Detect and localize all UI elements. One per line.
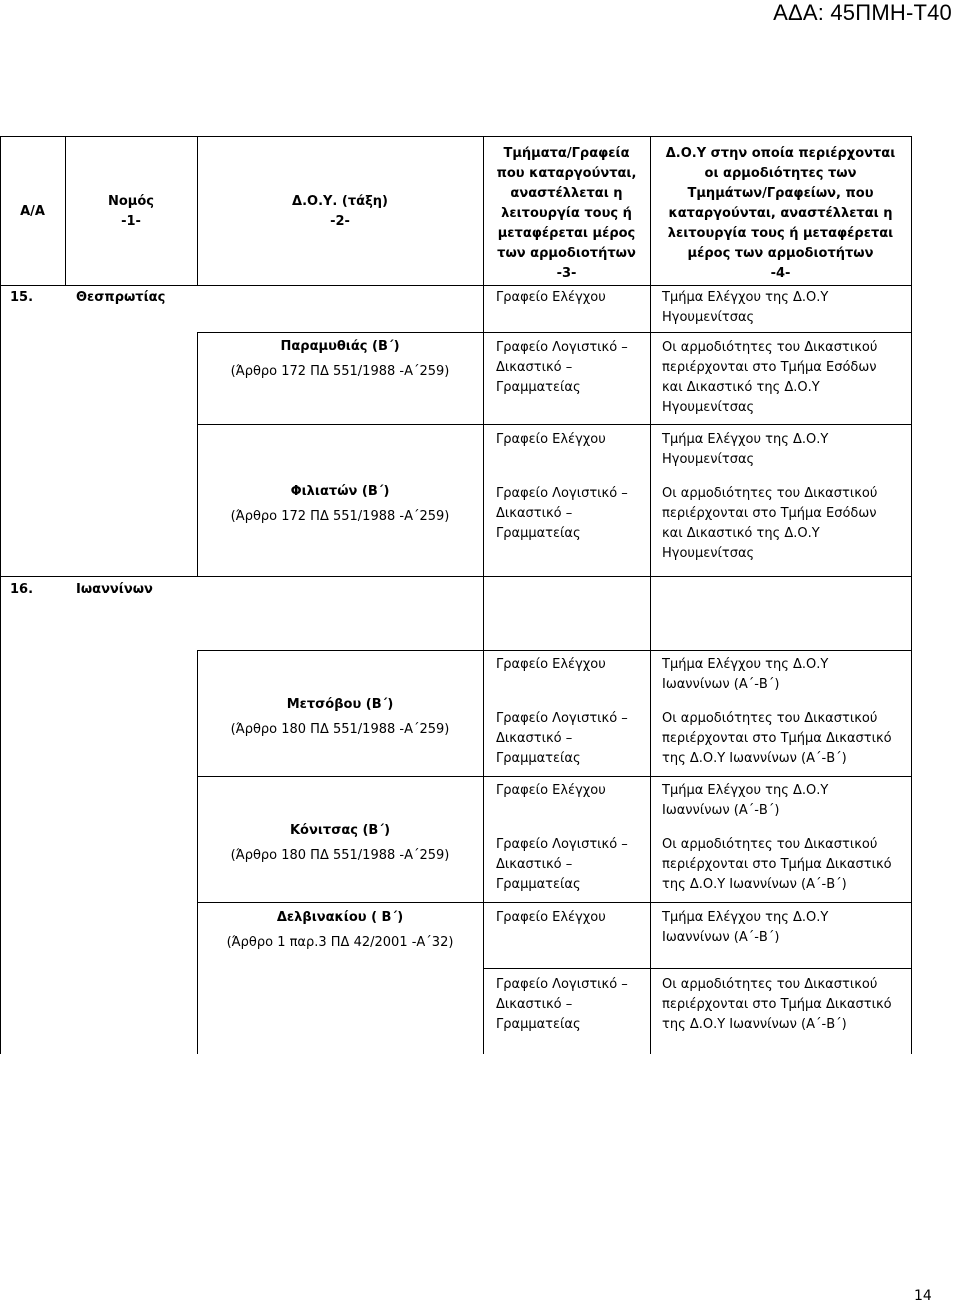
section-nomos: Θεσπρωτίας xyxy=(76,290,166,305)
header-doy: Δ.Ο.Υ. (τάξη) -2- xyxy=(292,194,388,229)
doy-law: (Άρθρο 172 ΠΔ 551/1988 -Α΄259) xyxy=(230,364,450,379)
destination-text: Οι αρμοδιότητες του Δικαστικού περιέρχονται στο Τμήμα Εσόδων και Δικαστικό της Δ.Ο.Υ Ηγουμενίτσας xyxy=(662,340,878,415)
destination-text: Οι αρμοδιότητες του Δικαστικού περιέρχονται στο Τμήμα Δικαστικό της Δ.Ο.Υ Ιωαννίνων (Α΄-Β΄) xyxy=(662,977,892,1032)
header-bottom-border xyxy=(0,285,912,286)
doy-name: Δελβινακίου ( Β΄) xyxy=(276,910,404,925)
doy-law: (Άρθρο 180 ΠΔ 551/1988 -Α΄259) xyxy=(230,722,450,737)
office-name: Γραφείο Λογιστικό – Δικαστικό – Γραμματείας xyxy=(496,340,628,395)
doy-name: Παραμυθιάς (Β΄) xyxy=(280,339,400,354)
doy-name: Κόνιτσας (Β΄) xyxy=(289,823,391,838)
header-aa: Α/Α xyxy=(20,204,45,219)
section-number: 16. xyxy=(10,582,34,597)
destination-text: Οι αρμοδιότητες του Δικαστικού περιέρχονται στο Τμήμα Δικαστικό της Δ.Ο.Υ Ιωαννίνων (Α΄-Β΄) xyxy=(662,837,892,892)
column-border xyxy=(0,136,1,1054)
office-name: Γραφείο Ελέγχου xyxy=(496,783,606,798)
office-name: Γραφείο Ελέγχου xyxy=(496,290,606,305)
ada-stamp: ΑΔΑ: 45ΠΜΗ-Τ40 xyxy=(773,0,952,25)
destination-text: Τμήμα Ελέγχου της Δ.Ο.Υ Ηγουμενίτσας xyxy=(662,290,829,325)
office-name: Γραφείο Ελέγχου xyxy=(496,657,606,672)
table-top-border xyxy=(0,136,912,137)
office-name: Γραφείο Λογιστικό – Δικαστικό – Γραμματείας xyxy=(496,837,628,892)
row-border xyxy=(197,902,912,903)
office-name: Γραφείο Ελέγχου xyxy=(496,432,606,447)
row-border xyxy=(483,968,912,969)
doy-law: (Άρθρο 1 παρ.3 ΠΔ 42/2001 -Α΄32) xyxy=(226,935,454,950)
page-number: 14 xyxy=(914,1288,932,1304)
column-border xyxy=(911,136,912,1054)
doy-law: (Άρθρο 180 ΠΔ 551/1988 -Α΄259) xyxy=(230,848,450,863)
doy-law: (Άρθρο 172 ΠΔ 551/1988 -Α΄259) xyxy=(230,509,450,524)
office-name: Γραφείο Λογιστικό – Δικαστικό – Γραμματείας xyxy=(496,486,628,541)
header-nomos: Νομός -1- xyxy=(107,194,154,229)
destination-text: Τμήμα Ελέγχου της Δ.Ο.Υ Ηγουμενίτσας xyxy=(662,432,829,467)
office-name: Γραφείο Λογιστικό – Δικαστικό – Γραμματείας xyxy=(496,977,628,1032)
destination-text: Τμήμα Ελέγχου της Δ.Ο.Υ Ιωαννίνων (Α΄-Β΄) xyxy=(662,910,829,945)
section-nomos: Ιωαννίνων xyxy=(76,582,153,597)
destination-text: Τμήμα Ελέγχου της Δ.Ο.Υ Ιωαννίνων (Α΄-Β΄) xyxy=(662,783,829,818)
doy-name: Φιλιατών (Β΄) xyxy=(290,484,390,499)
office-name: Γραφείο Λογιστικό – Δικαστικό – Γραμματείας xyxy=(496,711,628,766)
destination-text: Τμήμα Ελέγχου της Δ.Ο.Υ Ιωαννίνων (Α΄-Β΄) xyxy=(662,657,829,692)
row-border xyxy=(0,576,912,577)
header-tmimata: Τμήματα/Γραφεία που καταργούνται, αναστέλλεται η λειτουργία τους ή μεταφέρεται μέρος των αρμοδιοτήτων -3- xyxy=(496,146,637,281)
destination-text: Οι αρμοδιότητες του Δικαστικού περιέρχονται στο Τμήμα Δικαστικό της Δ.Ο.Υ Ιωαννίνων (Α΄-Β΄) xyxy=(662,711,892,766)
header-doy-destination: Δ.Ο.Υ στην οποία περιέρχονται οι αρμοδιότητες των Τμημάτων/Γραφείων, που καταργούνται, αναστέλλεται η λειτουργία τους ή μεταφέρεται μέρος των αρμοδιοτήτων -4- xyxy=(665,146,896,281)
doy-name: Μετσόβου (Β΄) xyxy=(286,697,394,712)
section-number: 15. xyxy=(10,290,34,305)
row-border xyxy=(197,332,912,333)
office-name: Γραφείο Ελέγχου xyxy=(496,910,606,925)
row-border xyxy=(197,424,912,425)
destination-text: Οι αρμοδιότητες του Δικαστικού περιέρχονται στο Τμήμα Εσόδων και Δικαστικό της Δ.Ο.Υ Ηγουμενίτσας xyxy=(662,486,878,561)
row-border xyxy=(197,650,912,651)
row-border xyxy=(197,776,912,777)
